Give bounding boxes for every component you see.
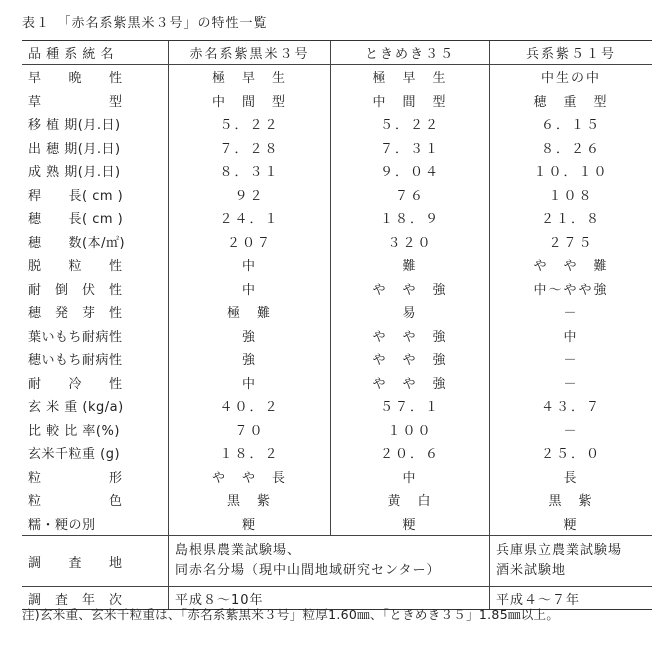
survey-site-left-line2: 同赤名分場（現中山間地域研究センター）: [175, 563, 441, 578]
row-label: 粒 色: [28, 494, 123, 510]
survey-site-right: [489, 536, 652, 586]
row-value: 極 早 生: [168, 65, 330, 89]
row-value: 粳: [330, 512, 489, 536]
row-label: 移 植 期(月.日): [28, 118, 121, 134]
row-value: 中: [489, 324, 652, 348]
row-value: １８．２: [168, 441, 330, 465]
row-value: 中生の中: [489, 65, 652, 89]
table-row: [22, 324, 652, 348]
row-value: 極 早 生: [330, 65, 489, 89]
header-tokimeki: ときめき３５: [330, 41, 489, 64]
row-label: 耐 冷 性: [28, 376, 123, 392]
table-header-row: [22, 41, 652, 65]
row-value: １０８: [489, 183, 652, 207]
table-row: [22, 512, 652, 536]
survey-site-row: [22, 535, 652, 586]
table-row: [22, 371, 652, 395]
table-row: [22, 159, 652, 183]
table-row: [22, 418, 652, 442]
table-row: [22, 300, 652, 324]
row-label: 稈 長( cm ): [28, 188, 124, 204]
row-value: 長: [489, 465, 652, 489]
row-value: 穂 重 型: [489, 89, 652, 113]
survey-site-right-line1: 兵庫県立農業試験場: [496, 543, 623, 558]
row-value: ４３．７: [489, 394, 652, 418]
row-value: ５．２２: [330, 112, 489, 136]
row-value: １８．９: [330, 206, 489, 230]
row-label: 粒 形: [28, 470, 123, 486]
row-value: －: [489, 418, 652, 442]
row-value: ５７．１: [330, 394, 489, 418]
row-value: 中: [168, 371, 330, 395]
survey-year-right: 平成４～７年: [489, 587, 652, 609]
survey-site-label: 調 査 地: [28, 555, 123, 571]
row-value: 粳: [168, 512, 330, 536]
row-value: 極 難: [168, 300, 330, 324]
row-value: １０．１０: [489, 159, 652, 183]
row-value: や や 難: [489, 253, 652, 277]
row-value: 強: [168, 324, 330, 348]
row-value: ２４．１: [168, 206, 330, 230]
row-label: 出 穂 期(月.日): [28, 141, 121, 157]
row-value: ２０．６: [330, 441, 489, 465]
survey-year-left: 平成８～10年: [168, 587, 489, 609]
row-label: 早 晩 性: [28, 71, 123, 87]
table-row: [22, 253, 652, 277]
row-value: ９．０４: [330, 159, 489, 183]
row-value: 中 間 型: [330, 89, 489, 113]
table-row: [22, 65, 652, 89]
table-row: [22, 277, 652, 301]
row-value: 黒 紫: [489, 488, 652, 512]
table-row: [22, 347, 652, 371]
header-variety-name: 品 種 系 統 名: [28, 47, 115, 62]
row-value: や や 強: [330, 277, 489, 301]
row-value: 中: [168, 253, 330, 277]
row-label: 糯・粳の別: [28, 517, 96, 533]
table-row: [22, 206, 652, 230]
row-value: －: [489, 347, 652, 371]
row-label: 穂 数(本/㎡): [28, 235, 126, 251]
row-value: 難: [330, 253, 489, 277]
survey-site-left: [168, 536, 489, 586]
header-akana: 赤名系紫黒米３号: [168, 41, 330, 64]
row-value: 中: [330, 465, 489, 489]
footnote: 注)玄米重、玄米千粒重は、「赤名系紫黒米３号」粒厚1.60㎜、「ときめき３５」1.85㎜以上。: [22, 607, 560, 622]
row-value: ６．１５: [489, 112, 652, 136]
survey-year-label: 調 査 年 次: [28, 592, 123, 608]
row-value: ４０．２: [168, 394, 330, 418]
survey-site-right-line2: 酒米試験地: [496, 563, 567, 578]
row-value: ７．２８: [168, 136, 330, 160]
row-label: 穂 長( cm ): [28, 212, 124, 228]
row-label: 耐 倒 伏 性: [28, 282, 123, 298]
row-value: －: [489, 300, 652, 324]
row-value: １００: [330, 418, 489, 442]
table-row: [22, 183, 652, 207]
row-label: 穂いもち耐病性: [28, 353, 123, 369]
row-label: 成 熟 期(月.日): [28, 165, 121, 181]
table-row: [22, 89, 652, 113]
row-value: ７．３１: [330, 136, 489, 160]
row-value: 黄 白: [330, 488, 489, 512]
table-row: [22, 112, 652, 136]
row-label: 葉いもち耐病性: [28, 329, 123, 345]
row-value: 中 間 型: [168, 89, 330, 113]
row-label: 穂 発 芽 性: [28, 306, 123, 322]
table-row: [22, 230, 652, 254]
header-hyokei: 兵系紫５１号: [489, 41, 652, 64]
row-value: や や 強: [330, 347, 489, 371]
row-value: 黒 紫: [168, 488, 330, 512]
table-body: [22, 65, 652, 535]
row-label: 比 較 比 率(%): [28, 423, 120, 439]
row-value: 中: [168, 277, 330, 301]
row-value: ７０: [168, 418, 330, 442]
survey-site-left-line1: 島根県農業試験場、: [175, 543, 302, 558]
row-value: や や 強: [330, 371, 489, 395]
row-value: ７６: [330, 183, 489, 207]
row-label: 玄米千粒重 (g): [28, 447, 121, 463]
row-value: ９２: [168, 183, 330, 207]
row-value: ２０７: [168, 230, 330, 254]
row-value: 強: [168, 347, 330, 371]
table-row: [22, 136, 652, 160]
row-value: ２１．８: [489, 206, 652, 230]
row-value: や や 長: [168, 465, 330, 489]
row-value: ３２０: [330, 230, 489, 254]
row-label: 玄 米 重 (kg/a): [28, 400, 124, 416]
table-row: [22, 394, 652, 418]
row-value: ２５．０: [489, 441, 652, 465]
row-value: や や 強: [330, 324, 489, 348]
row-value: 易: [330, 300, 489, 324]
table-row: [22, 441, 652, 465]
row-value: －: [489, 371, 652, 395]
table-row: [22, 488, 652, 512]
row-label: 脱 粒 性: [28, 259, 123, 275]
table-row: [22, 465, 652, 489]
row-value: ８．２６: [489, 136, 652, 160]
table-caption: 表１ 「赤名系紫黒米３号」の特性一覧: [22, 16, 268, 31]
row-value: ８．３１: [168, 159, 330, 183]
row-value: ５．２２: [168, 112, 330, 136]
characteristics-table: [22, 40, 652, 610]
row-value: 粳: [489, 512, 652, 536]
row-label: 草 型: [28, 94, 123, 110]
row-value: ２７５: [489, 230, 652, 254]
row-value: 中～やや強: [489, 277, 652, 301]
